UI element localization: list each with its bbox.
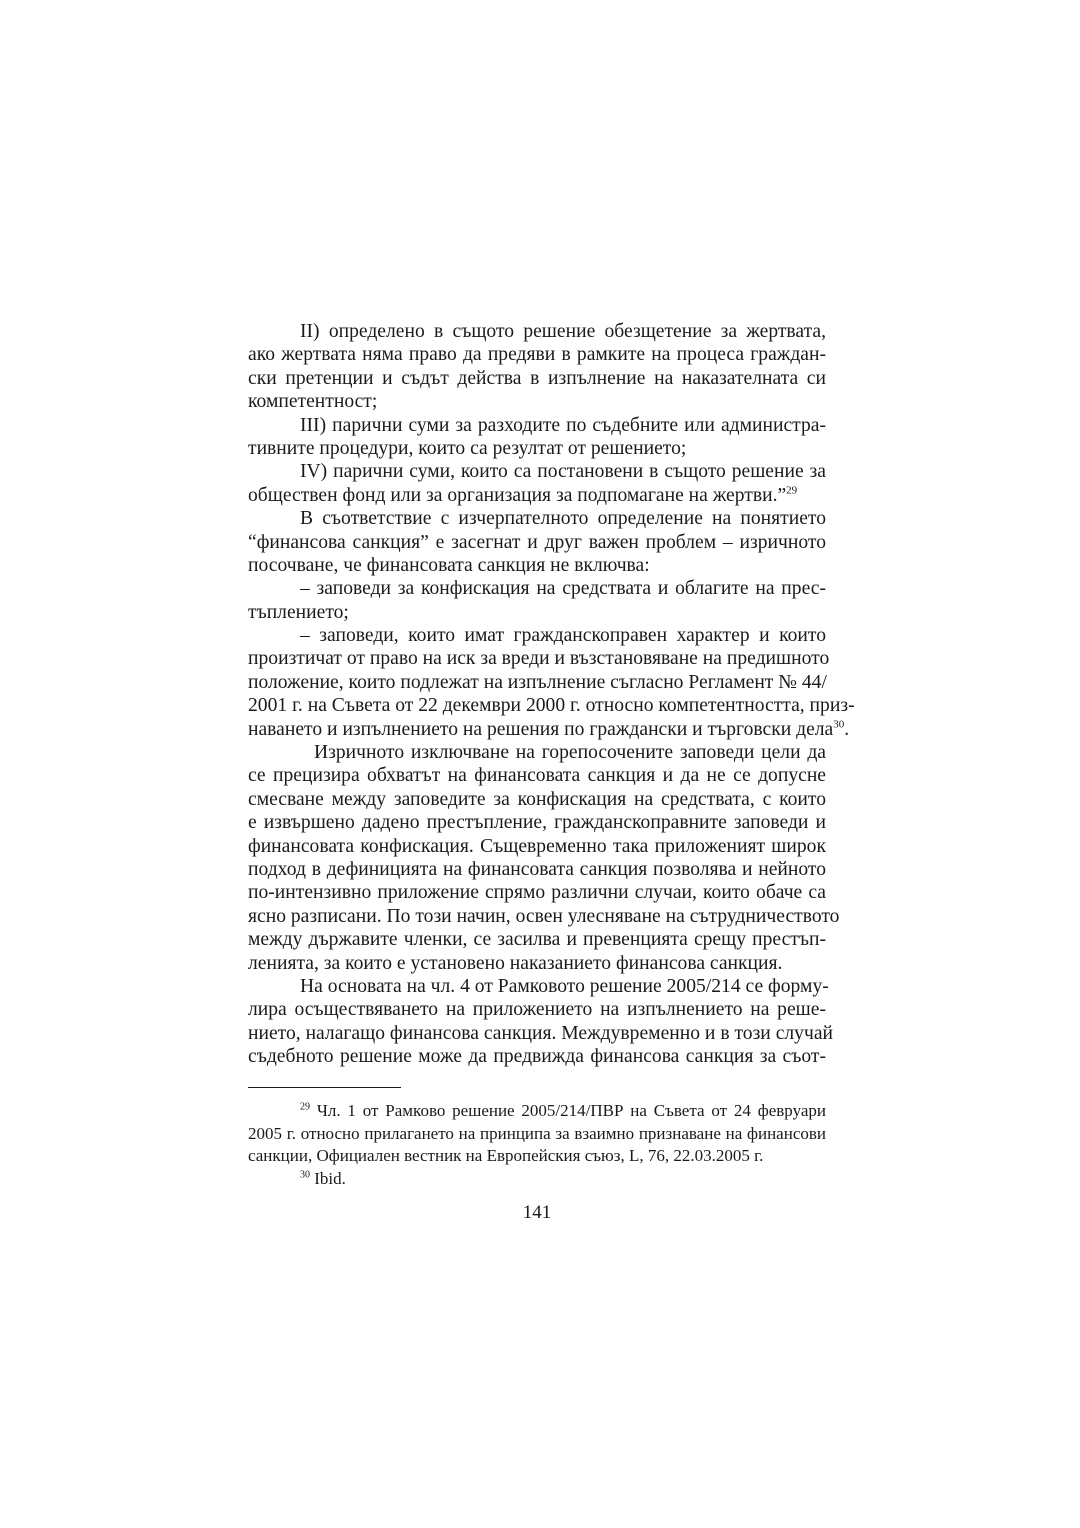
body-line-text: тъплението; [248,601,349,623]
body-line-text: “финансова санкция” е засегнат и друг важен проблем – изричното [248,531,826,553]
body-line [248,343,826,366]
footnote-line [248,1123,826,1146]
body-line-trailing: . [844,718,850,740]
body-line-text: – заповеди за конфискация на средствата и облагите на прес- [300,578,826,600]
body-line [248,835,826,858]
body-line-text: На основата на чл. 4 от Рамковото решение 2005/214 се форму- [300,975,829,997]
body-line [248,881,826,904]
body-line [248,320,826,343]
footnote-reference[interactable]: 29 [786,484,798,497]
footnote-text: Ibid. [310,1168,346,1188]
footnotes [248,1100,826,1190]
body-line-text: обществен фонд или за организация за подпомагане на жертви.” [248,484,787,506]
body-line-text: В съответствие с изчерпателното определение на понятието [300,508,826,530]
body-line [248,390,826,413]
footnote-text: санкции, Официален вестник на Европейския съюз, L, 76, 22.03.2005 г. [248,1146,764,1165]
body-line [248,788,826,811]
footnote-separator [248,1087,401,1088]
body-line [248,952,826,975]
footnote-line [248,1168,826,1191]
body-line-text: Изричното изключване на горепосочените заповеди цели да [314,742,826,764]
body-line-text: лира осъществяването на приложението на изпълнението на реше- [248,999,826,1021]
footnote-line [248,1100,826,1123]
body-line [248,1045,826,1068]
body-line [248,694,855,717]
body-line-text: съдебното решение може да предвижда финансова санкция за съот- [248,1046,826,1068]
body-line [248,507,826,530]
body-line-text: ако жертвата няма право да предяви в рамките на процеса граждан- [248,344,826,366]
body-line-text: смесване между заповедите за конфискация на средствата, с които [248,788,826,810]
body-line [248,437,826,460]
body-line [248,1022,833,1045]
body-line [248,647,830,670]
body-line [248,858,826,881]
body-line [248,577,826,600]
body-line-text: наването и изпълнението на решения по граждански и търговски дела [248,718,834,740]
footnote-text: Чл. 1 от Рамково решение 2005/214/ПВР на Съвета от 24 февруари [310,1101,826,1120]
body-line-text: се прецизира обхватът на финансовата санкция и да не се допусне [248,765,826,787]
body-line [248,671,826,694]
body-line-text: IV) парични суми, които са постановени в същото решение за [300,461,826,483]
body-line-text: ясно разписани. По този начин, освен улесняване на сътрудничеството [248,905,840,927]
body-text [248,320,855,1069]
body-line-text: произтичат от право на иск за вреди и възстановяване на предишното [248,648,830,670]
body-line [248,460,826,483]
body-line-text: тивните процедури, които са резултат от решението; [248,437,687,459]
body-line [248,367,826,390]
body-line [248,554,826,577]
body-line-text: финансовата конфискация. Същевременно така приложеният широк [248,835,826,857]
body-line-text: между държавите членки, се засилва и превенцията срещу престъп- [248,929,826,951]
page-number: 141 [522,1202,552,1223]
body-line [248,484,826,507]
body-line-text: – заповеди, които имат гражданскоправен характер и които [300,625,826,647]
body-line-text: подход в дефиницията на финансовата санкция позволява и нейното [248,858,826,880]
footnote-number: 30 [300,1168,310,1180]
body-line [248,414,826,437]
body-line [248,975,829,998]
body-line-text: II) определено в същото решение обезщетение за жертвата, [300,321,826,342]
body-line [248,905,840,928]
footnote-number: 29 [300,1101,310,1113]
body-line [248,741,826,764]
footnote-line [248,1145,826,1168]
body-line [248,764,826,787]
body-line [248,998,826,1021]
body-line [248,624,826,647]
body-line-text: посочване, че финансовата санкция не включва: [248,554,650,576]
body-line [248,531,826,554]
body-line-text: 2001 г. на Съвета от 22 декември 2000 г. относно компетентността, приз- [248,695,855,717]
body-line-text: по-интензивно приложение спрямо различни случаи, които обаче са [248,882,826,904]
body-line [248,601,826,624]
body-line [248,811,826,834]
body-line-text: III) парични суми за разходите по съдебните или администра- [300,414,826,436]
footnote-text: 2005 г. относно прилагането на принципа за взаимно признаване на финансови [248,1123,826,1143]
body-line-text: положение, които подлежат на изпълнение съгласно Регламент № 44/ [248,671,827,693]
body-line-text: ленията, за които е установено наказанието финансова санкция. [248,952,783,974]
body-line-text: компетентност; [248,391,378,413]
body-line [248,718,850,741]
body-line [248,928,826,951]
body-line-text: ски претенции и съдът действа в изпълнение на наказателната си [248,367,826,389]
footnote-reference[interactable]: 30 [833,718,845,731]
body-line-text: нието, налагащо финансова санкция. Междувременно и в този случай [248,1022,833,1044]
body-line-text: е извършено дадено престъпление, гражданскоправните заповеди и [248,812,826,834]
